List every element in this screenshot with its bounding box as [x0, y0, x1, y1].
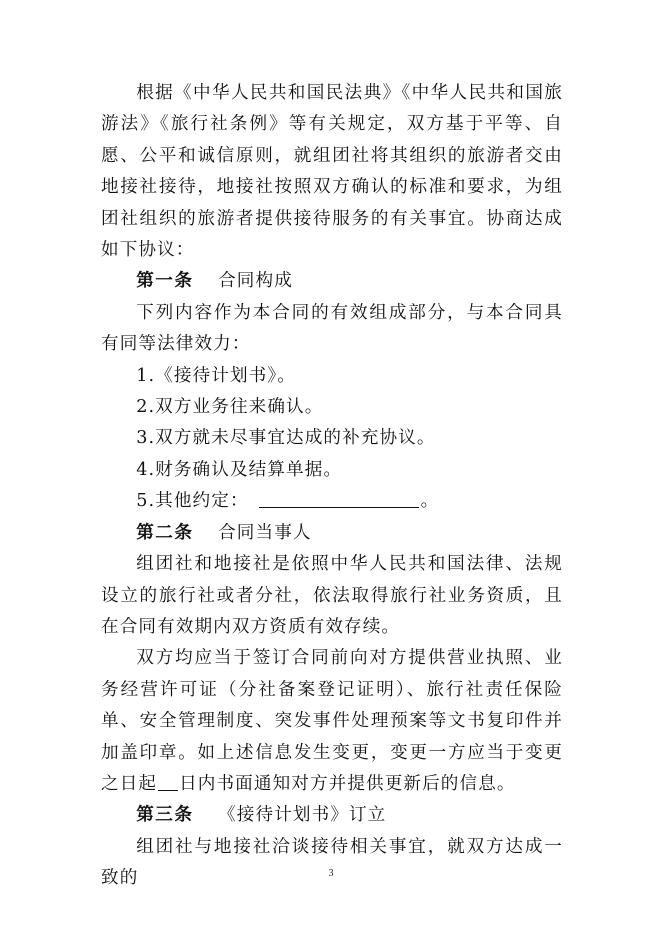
- list-item: 1.《接待计划书》。: [136, 365, 296, 386]
- article-3-number: 第三条: [136, 805, 194, 826]
- article-1-body: 下列内容作为本合同的有效组成部分，与本合同具有同等法律效力：: [101, 302, 563, 355]
- page-number: 3: [328, 868, 334, 879]
- other-agreement-blank[interactable]: [259, 487, 419, 508]
- intro-paragraph: 根据《中华人民共和国民法典》《中华人民共和国旅游法》《旅行社条例》等有关规定，双方基于平等、自愿、公平和诚信原则，就组团社将其组织的旅游者交由地接社接待，地接社按照双方确认的标准和要求，为组团社组织的旅游者提供接待服务的有关事宜。协商达成如下协议：: [101, 83, 563, 261]
- article-3-title: 《接待计划书》订立: [218, 805, 387, 826]
- article-1-title: 合同构成: [218, 271, 293, 292]
- article-2-paragraph-2-end: 日内书面通知对方并提供更新后的信息。: [179, 773, 516, 794]
- other-agreement-label: 5.其他约定：: [136, 491, 249, 512]
- article-3-body: 组团社与地接社洽谈接待相关事宜，就双方达成一致的: [101, 836, 563, 889]
- article-2-heading: [101, 518, 563, 549]
- list-item: 2.双方业务往来确认。: [136, 397, 324, 418]
- list-item: 4.财务确认及结算单据。: [136, 459, 343, 480]
- days-blank[interactable]: [158, 770, 178, 791]
- article-2-number: 第二条: [136, 522, 194, 543]
- list-item: 3.双方就未尽事宜达成的补充协议。: [136, 428, 436, 449]
- other-agreement-end: 。: [420, 491, 440, 512]
- article-2-paragraph-1: 组团社和地接社是依照中华人民共和国法律、法规设立的旅行社或者分社，依法取得旅行社业务资质，且在合同有效期内双方资质有效存续。: [101, 554, 563, 637]
- article-2-title: 合同当事人: [218, 522, 312, 543]
- article-1-heading: [101, 266, 563, 297]
- article-3-heading: [101, 800, 563, 831]
- article-1-number: 第一条: [136, 271, 194, 292]
- list-item-other: [101, 486, 563, 517]
- document-body: [101, 78, 563, 895]
- article-2-paragraph-2: [101, 643, 563, 800]
- article-2-paragraph-2-text: 双方均应当于签订合同前向对方提供营业执照、业务经营许可证（分社备案登记证明）、旅行社责任保险单、安全管理制度、突发事件处理预案等文书复印件并加盖印章。如上述信息发生变更，变更一方应当于变更之日起: [101, 648, 563, 794]
